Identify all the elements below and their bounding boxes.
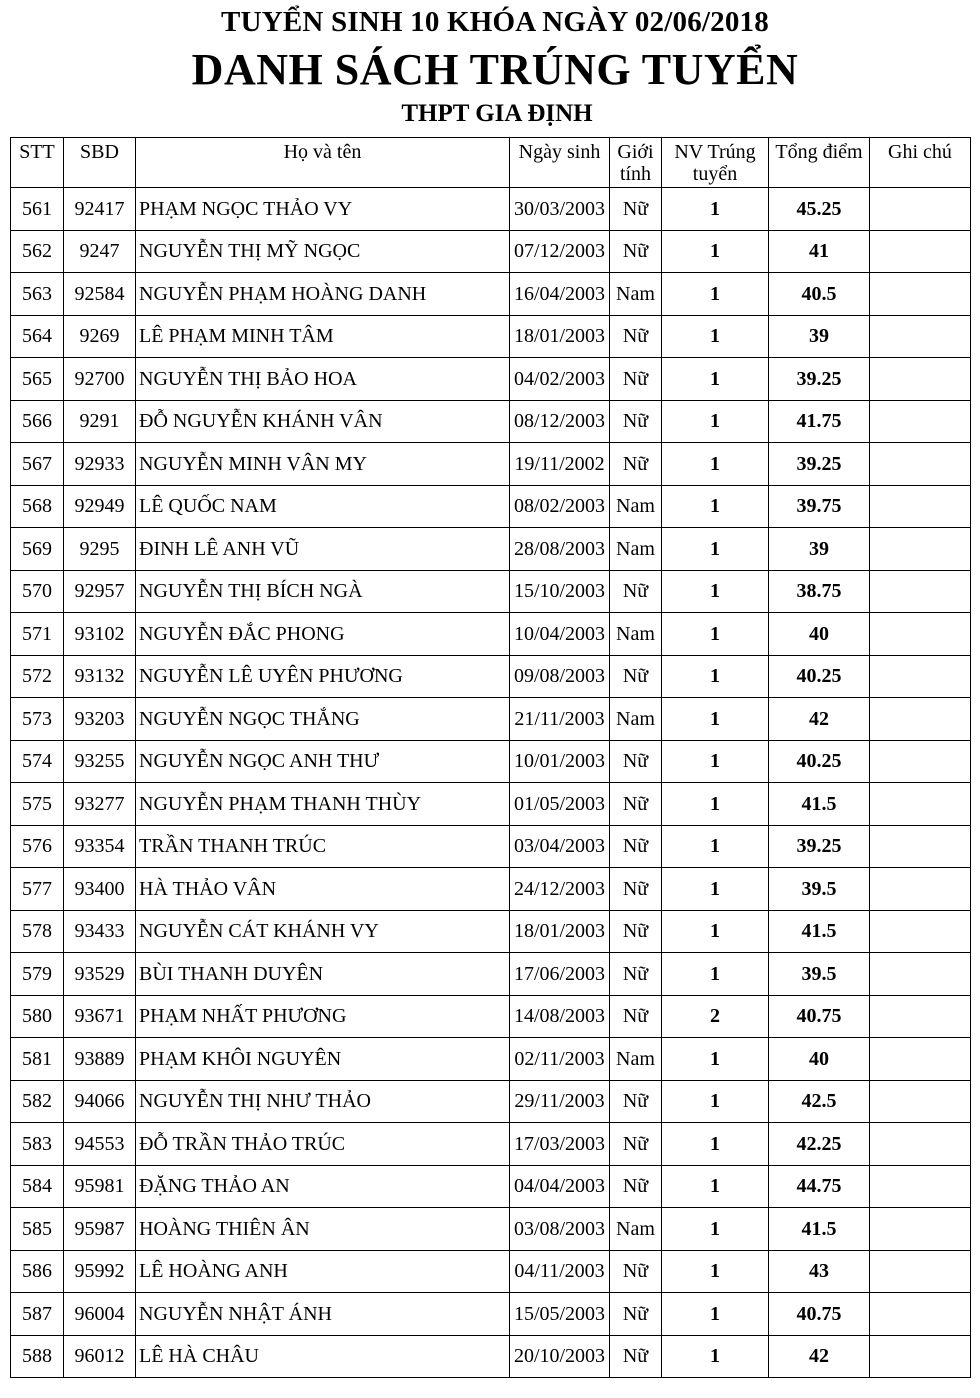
cell-sex: Nữ — [610, 1165, 662, 1208]
cell-sex: Nữ — [610, 400, 662, 443]
cell-note — [870, 1208, 971, 1251]
cell-dob: 24/12/2003 — [510, 868, 610, 911]
cell-sex: Nữ — [610, 825, 662, 868]
cell-stt: 580 — [11, 995, 64, 1038]
cell-note — [870, 230, 971, 273]
cell-dob: 18/01/2003 — [510, 910, 610, 953]
cell-nv: 2 — [662, 995, 769, 1038]
cell-dob: 08/02/2003 — [510, 485, 610, 528]
cell-name: NGUYỄN NGỌC ANH THƯ — [136, 740, 510, 783]
cell-dob: 15/05/2003 — [510, 1293, 610, 1336]
cell-dob: 08/12/2003 — [510, 400, 610, 443]
cell-dob: 17/03/2003 — [510, 1123, 610, 1166]
table-row — [11, 1165, 971, 1208]
cell-stt: 565 — [11, 358, 64, 401]
table-row — [11, 1208, 971, 1251]
cell-nv: 1 — [662, 528, 769, 571]
table-row — [11, 1123, 971, 1166]
cell-nv: 1 — [662, 400, 769, 443]
cell-name: HOÀNG THIÊN ÂN — [136, 1208, 510, 1251]
cell-dob: 18/01/2003 — [510, 315, 610, 358]
cell-stt: 586 — [11, 1250, 64, 1293]
cell-nv: 1 — [662, 868, 769, 911]
cell-note — [870, 868, 971, 911]
table-body — [11, 188, 971, 1378]
cell-sex: Nam — [610, 528, 662, 571]
cell-nv: 1 — [662, 783, 769, 826]
cell-dob: 03/04/2003 — [510, 825, 610, 868]
cell-score: 42.25 — [769, 1123, 870, 1166]
cell-stt: 564 — [11, 315, 64, 358]
cell-stt: 572 — [11, 655, 64, 698]
cell-sbd: 93102 — [64, 613, 136, 656]
cell-sex: Nữ — [610, 655, 662, 698]
cell-sbd: 93354 — [64, 825, 136, 868]
cell-score: 40.25 — [769, 740, 870, 783]
cell-score: 40.75 — [769, 995, 870, 1038]
cell-note — [870, 995, 971, 1038]
cell-stt: 576 — [11, 825, 64, 868]
cell-score: 39.25 — [769, 358, 870, 401]
table-header-row — [11, 138, 971, 188]
cell-nv: 1 — [662, 273, 769, 316]
cell-dob: 28/08/2003 — [510, 528, 610, 571]
cell-score: 40.25 — [769, 655, 870, 698]
cell-sex: Nam — [610, 698, 662, 741]
cell-sex: Nam — [610, 485, 662, 528]
cell-sbd: 93889 — [64, 1038, 136, 1081]
cell-stt: 568 — [11, 485, 64, 528]
cell-sex: Nữ — [610, 995, 662, 1038]
cell-sex: Nữ — [610, 1123, 662, 1166]
cell-sex: Nữ — [610, 188, 662, 231]
cell-stt: 583 — [11, 1123, 64, 1166]
cell-sbd: 92933 — [64, 443, 136, 486]
cell-sbd: 95992 — [64, 1250, 136, 1293]
table-row — [11, 273, 971, 316]
cell-nv: 1 — [662, 188, 769, 231]
cell-sbd: 9291 — [64, 400, 136, 443]
table-row — [11, 655, 971, 698]
cell-stt: 582 — [11, 1080, 64, 1123]
cell-dob: 09/08/2003 — [510, 655, 610, 698]
cell-note — [870, 1165, 971, 1208]
cell-stt: 566 — [11, 400, 64, 443]
cell-note — [870, 825, 971, 868]
cell-note — [870, 273, 971, 316]
cell-sex: Nam — [610, 1038, 662, 1081]
cell-sex: Nam — [610, 273, 662, 316]
table-row — [11, 315, 971, 358]
cell-note — [870, 783, 971, 826]
cell-name: ĐỖ TRẦN THẢO TRÚC — [136, 1123, 510, 1166]
table-row — [11, 698, 971, 741]
cell-name: ĐINH LÊ ANH VŨ — [136, 528, 510, 571]
cell-sex: Nữ — [610, 315, 662, 358]
table-row — [11, 443, 971, 486]
cell-stt: 585 — [11, 1208, 64, 1251]
cell-note — [870, 1335, 971, 1378]
cell-score: 41.75 — [769, 400, 870, 443]
cell-sbd: 92949 — [64, 485, 136, 528]
cell-sex: Nữ — [610, 1293, 662, 1336]
cell-score: 44.75 — [769, 1165, 870, 1208]
cell-sex: Nam — [610, 1208, 662, 1251]
cell-name: NGUYỄN PHẠM THANH THÙY — [136, 783, 510, 826]
cell-sbd: 95987 — [64, 1208, 136, 1251]
cell-nv: 1 — [662, 698, 769, 741]
table-row — [11, 528, 971, 571]
table-row — [11, 1250, 971, 1293]
cell-name: TRẦN THANH TRÚC — [136, 825, 510, 868]
cell-sbd: 94553 — [64, 1123, 136, 1166]
cell-score: 41 — [769, 230, 870, 273]
cell-name: PHẠM NHẤT PHƯƠNG — [136, 995, 510, 1038]
cell-name: LÊ HÀ CHÂU — [136, 1335, 510, 1378]
table-row — [11, 188, 971, 231]
cell-sbd: 94066 — [64, 1080, 136, 1123]
document-heading: DANH SÁCH TRÚNG TUYỂN — [191, 45, 799, 94]
cell-name: NGUYỄN ĐẮC PHONG — [136, 613, 510, 656]
cell-stt: 584 — [11, 1165, 64, 1208]
cell-nv: 1 — [662, 1293, 769, 1336]
cell-name: NGUYỄN CÁT KHÁNH VY — [136, 910, 510, 953]
cell-sex: Nữ — [610, 783, 662, 826]
cell-score: 41.5 — [769, 910, 870, 953]
cell-stt: 577 — [11, 868, 64, 911]
cell-stt: 570 — [11, 570, 64, 613]
cell-name: LÊ HOÀNG ANH — [136, 1250, 510, 1293]
cell-sbd: 92957 — [64, 570, 136, 613]
cell-name: LÊ PHẠM MINH TÂM — [136, 315, 510, 358]
cell-stt: 569 — [11, 528, 64, 571]
cell-score: 45.25 — [769, 188, 870, 231]
cell-name: NGUYỄN PHẠM HOÀNG DANH — [136, 273, 510, 316]
cell-sex: Nữ — [610, 910, 662, 953]
cell-dob: 29/11/2003 — [510, 1080, 610, 1123]
cell-dob: 07/12/2003 — [510, 230, 610, 273]
table-row — [11, 400, 971, 443]
cell-name: ĐỖ NGUYỄN KHÁNH VÂN — [136, 400, 510, 443]
cell-stt: 581 — [11, 1038, 64, 1081]
table-row — [11, 825, 971, 868]
cell-sbd: 92417 — [64, 188, 136, 231]
cell-note — [870, 528, 971, 571]
cell-note — [870, 315, 971, 358]
cell-sex: Nữ — [610, 230, 662, 273]
table-row — [11, 1038, 971, 1081]
cell-stt: 579 — [11, 953, 64, 996]
cell-note — [870, 188, 971, 231]
col-header-nv — [662, 138, 769, 188]
cell-name: LÊ QUỐC NAM — [136, 485, 510, 528]
cell-score: 40 — [769, 1038, 870, 1081]
cell-nv: 1 — [662, 740, 769, 783]
cell-sbd: 93277 — [64, 783, 136, 826]
cell-name: PHẠM NGỌC THẢO VY — [136, 188, 510, 231]
col-header-note: Ghi chú — [870, 138, 971, 188]
table-row — [11, 358, 971, 401]
col-header-stt: STT — [11, 138, 64, 188]
cell-note — [870, 485, 971, 528]
cell-sbd: 93400 — [64, 868, 136, 911]
cell-dob: 01/05/2003 — [510, 783, 610, 826]
cell-note — [870, 570, 971, 613]
col-header-sex — [610, 138, 662, 188]
cell-sex: Nữ — [610, 358, 662, 401]
cell-sbd: 95981 — [64, 1165, 136, 1208]
cell-sex: Nữ — [610, 740, 662, 783]
col-header-nv-line1: NV Trúng — [674, 141, 756, 163]
cell-dob: 15/10/2003 — [510, 570, 610, 613]
cell-sex: Nữ — [610, 570, 662, 613]
cell-stt: 571 — [11, 613, 64, 656]
cell-nv: 1 — [662, 443, 769, 486]
cell-dob: 03/08/2003 — [510, 1208, 610, 1251]
cell-sbd: 93132 — [64, 655, 136, 698]
table-row — [11, 570, 971, 613]
cell-stt: 587 — [11, 1293, 64, 1336]
table-row — [11, 995, 971, 1038]
cell-sex: Nữ — [610, 1250, 662, 1293]
cell-score: 39 — [769, 315, 870, 358]
table-row — [11, 910, 971, 953]
cell-sbd: 93255 — [64, 740, 136, 783]
cell-note — [870, 613, 971, 656]
cell-name: NGUYỄN THỊ NHƯ THẢO — [136, 1080, 510, 1123]
table-row — [11, 740, 971, 783]
cell-note — [870, 1123, 971, 1166]
cell-note — [870, 358, 971, 401]
cell-score: 42.5 — [769, 1080, 870, 1123]
cell-name: BÙI THANH DUYÊN — [136, 953, 510, 996]
cell-name: ĐẶNG THẢO AN — [136, 1165, 510, 1208]
table-row — [11, 485, 971, 528]
cell-name: NGUYỄN MINH VÂN MY — [136, 443, 510, 486]
cell-score: 39.25 — [769, 825, 870, 868]
cell-nv: 1 — [662, 613, 769, 656]
cell-sbd: 9247 — [64, 230, 136, 273]
cell-score: 39.5 — [769, 868, 870, 911]
cell-note — [870, 953, 971, 996]
cell-name: NGUYỄN THỊ MỸ NGỌC — [136, 230, 510, 273]
cell-nv: 1 — [662, 1335, 769, 1378]
cell-note — [870, 400, 971, 443]
cell-sbd: 93433 — [64, 910, 136, 953]
cell-nv: 1 — [662, 1038, 769, 1081]
col-header-dob: Ngày sinh — [510, 138, 610, 188]
cell-note — [870, 1250, 971, 1293]
cell-dob: 17/06/2003 — [510, 953, 610, 996]
cell-dob: 20/10/2003 — [510, 1335, 610, 1378]
cell-nv: 1 — [662, 953, 769, 996]
cell-sex: Nữ — [610, 443, 662, 486]
cell-sbd: 96004 — [64, 1293, 136, 1336]
cell-name: PHẠM KHÔI NGUYÊN — [136, 1038, 510, 1081]
cell-sex: Nữ — [610, 868, 662, 911]
cell-name: NGUYỄN NHẬT ÁNH — [136, 1293, 510, 1336]
cell-note — [870, 1293, 971, 1336]
cell-stt: 567 — [11, 443, 64, 486]
cell-dob: 04/04/2003 — [510, 1165, 610, 1208]
cell-stt: 573 — [11, 698, 64, 741]
cell-dob: 19/11/2002 — [510, 443, 610, 486]
cell-score: 42 — [769, 1335, 870, 1378]
cell-sex: Nữ — [610, 953, 662, 996]
cell-note — [870, 740, 971, 783]
cell-nv: 1 — [662, 1123, 769, 1166]
cell-stt: 588 — [11, 1335, 64, 1378]
table-row — [11, 953, 971, 996]
cell-stt: 562 — [11, 230, 64, 273]
cell-nv: 1 — [662, 655, 769, 698]
table-row — [11, 613, 971, 656]
cell-nv: 1 — [662, 485, 769, 528]
cell-dob: 30/03/2003 — [510, 188, 610, 231]
col-header-sbd: SBD — [64, 138, 136, 188]
school-name: THPT GIA ĐỊNH — [401, 100, 593, 127]
cell-score: 40.75 — [769, 1293, 870, 1336]
cell-sex: Nữ — [610, 1335, 662, 1378]
cell-score: 39.5 — [769, 953, 870, 996]
cell-dob: 14/08/2003 — [510, 995, 610, 1038]
cell-dob: 16/04/2003 — [510, 273, 610, 316]
cell-nv: 1 — [662, 570, 769, 613]
cell-sex: Nữ — [610, 1080, 662, 1123]
table-row — [11, 1293, 971, 1336]
cell-score: 39 — [769, 528, 870, 571]
cell-name: NGUYỄN NGỌC THẮNG — [136, 698, 510, 741]
table-row — [11, 230, 971, 273]
cell-nv: 1 — [662, 1165, 769, 1208]
cell-dob: 04/11/2003 — [510, 1250, 610, 1293]
col-header-score: Tổng điểm — [769, 138, 870, 188]
cell-note — [870, 698, 971, 741]
cell-stt: 561 — [11, 188, 64, 231]
cell-stt: 563 — [11, 273, 64, 316]
cell-score: 38.75 — [769, 570, 870, 613]
table-row — [11, 1080, 971, 1123]
document-title: TUYỂN SINH 10 KHÓA NGÀY 02/06/2018 — [221, 6, 769, 38]
cell-sbd: 93529 — [64, 953, 136, 996]
cell-name: NGUYỄN THỊ BẢO HOA — [136, 358, 510, 401]
cell-dob: 21/11/2003 — [510, 698, 610, 741]
cell-note — [870, 1080, 971, 1123]
cell-nv: 1 — [662, 230, 769, 273]
cell-name: HÀ THẢO VÂN — [136, 868, 510, 911]
cell-dob: 02/11/2003 — [510, 1038, 610, 1081]
admission-table — [10, 137, 971, 1378]
cell-score: 42 — [769, 698, 870, 741]
cell-note — [870, 655, 971, 698]
cell-sbd: 93203 — [64, 698, 136, 741]
cell-score: 39.75 — [769, 485, 870, 528]
cell-stt: 575 — [11, 783, 64, 826]
cell-note — [870, 443, 971, 486]
cell-sbd: 92584 — [64, 273, 136, 316]
cell-name: NGUYỄN THỊ BÍCH NGÀ — [136, 570, 510, 613]
cell-sbd: 96012 — [64, 1335, 136, 1378]
cell-score: 40 — [769, 613, 870, 656]
cell-sbd: 9269 — [64, 315, 136, 358]
cell-nv: 1 — [662, 910, 769, 953]
cell-nv: 1 — [662, 1250, 769, 1293]
table-row — [11, 1335, 971, 1378]
cell-note — [870, 910, 971, 953]
cell-dob: 10/01/2003 — [510, 740, 610, 783]
cell-stt: 578 — [11, 910, 64, 953]
cell-score: 39.25 — [769, 443, 870, 486]
cell-sbd: 92700 — [64, 358, 136, 401]
col-header-sex-line2: tính — [619, 163, 652, 185]
cell-dob: 10/04/2003 — [510, 613, 610, 656]
col-header-name: Họ và tên — [136, 138, 510, 188]
cell-note — [870, 1038, 971, 1081]
cell-sex: Nam — [610, 613, 662, 656]
cell-nv: 1 — [662, 825, 769, 868]
cell-score: 41.5 — [769, 783, 870, 826]
cell-nv: 1 — [662, 1208, 769, 1251]
cell-dob: 04/02/2003 — [510, 358, 610, 401]
cell-score: 40.5 — [769, 273, 870, 316]
cell-score: 43 — [769, 1250, 870, 1293]
cell-nv: 1 — [662, 358, 769, 401]
cell-nv: 1 — [662, 1080, 769, 1123]
table-row — [11, 868, 971, 911]
cell-nv: 1 — [662, 315, 769, 358]
col-header-sex-line1: Giới — [617, 141, 654, 163]
cell-sbd: 93671 — [64, 995, 136, 1038]
cell-sbd: 9295 — [64, 528, 136, 571]
cell-name: NGUYỄN LÊ UYÊN PHƯƠNG — [136, 655, 510, 698]
table-row — [11, 783, 971, 826]
cell-score: 41.5 — [769, 1208, 870, 1251]
cell-stt: 574 — [11, 740, 64, 783]
col-header-nv-line2: tuyển — [692, 163, 738, 185]
